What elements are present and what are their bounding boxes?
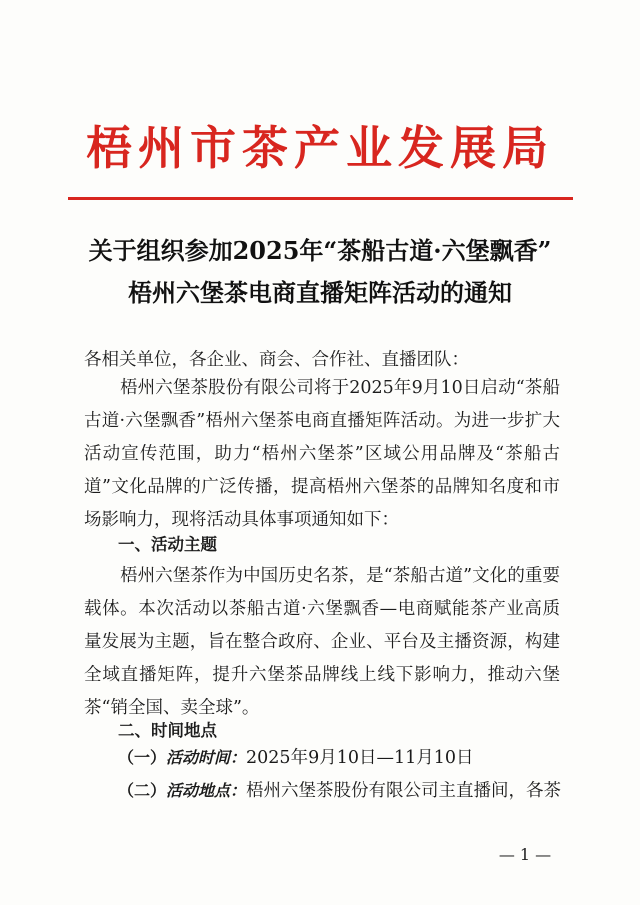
red-divider-line — [68, 197, 573, 200]
document-title-line2: 梧州六堡茶电商直播矩阵活动的通知 — [128, 278, 512, 307]
section-heading-time-place: 二、时间地点 — [118, 721, 217, 740]
item-number: （二） — [118, 781, 167, 800]
intro-paragraph: 梧州六堡茶股份有限公司将于2025年9月10日启动“茶船古道·六堡飘香”梧州六堡茶电商直播矩阵活动。为进一步扩大活动宣传范围，助力“梧州六堡茶”区域公用品牌及“茶船古道”文化品牌的广泛传播，提高梧州六堡茶的品牌知名度和市场影响力，现将活动具体事项通知如下： — [84, 378, 560, 530]
item-value: 2025年9月10日—11月10日 — [246, 748, 474, 768]
section-heading-theme: 一、活动主题 — [118, 535, 217, 554]
document-title-line1: 关于组织参加2025年“茶船古道·六堡飘香” — [88, 236, 552, 265]
addressee: 各相关单位，各企业、商会、合作社、直播团队： — [84, 350, 469, 370]
theme-paragraph: 梧州六堡茶作为中国历史名茶，是“茶船古道”文化的重要载体。本次活动以茶船古道·六堡飘香—电商赋能茶产业高质量发展为主题，旨在整合政府、企业、平台及主播资源，构建全域直播矩阵，提升六堡茶品牌线上线下影响力，推动六堡茶“销全国、卖全球”。 — [84, 566, 560, 718]
item-label: 活动时间： — [166, 748, 247, 767]
item-value: 梧州六堡茶股份有限公司主直播间，各茶 — [246, 781, 562, 801]
item-label: 活动地点： — [166, 781, 247, 800]
activity-place-item — [118, 774, 560, 808]
page-number: — 1 — — [498, 845, 552, 864]
item-number: （一） — [118, 748, 167, 767]
letterhead-title: 梧州市茶产业发展局 — [86, 121, 554, 175]
activity-time-item — [118, 741, 560, 775]
